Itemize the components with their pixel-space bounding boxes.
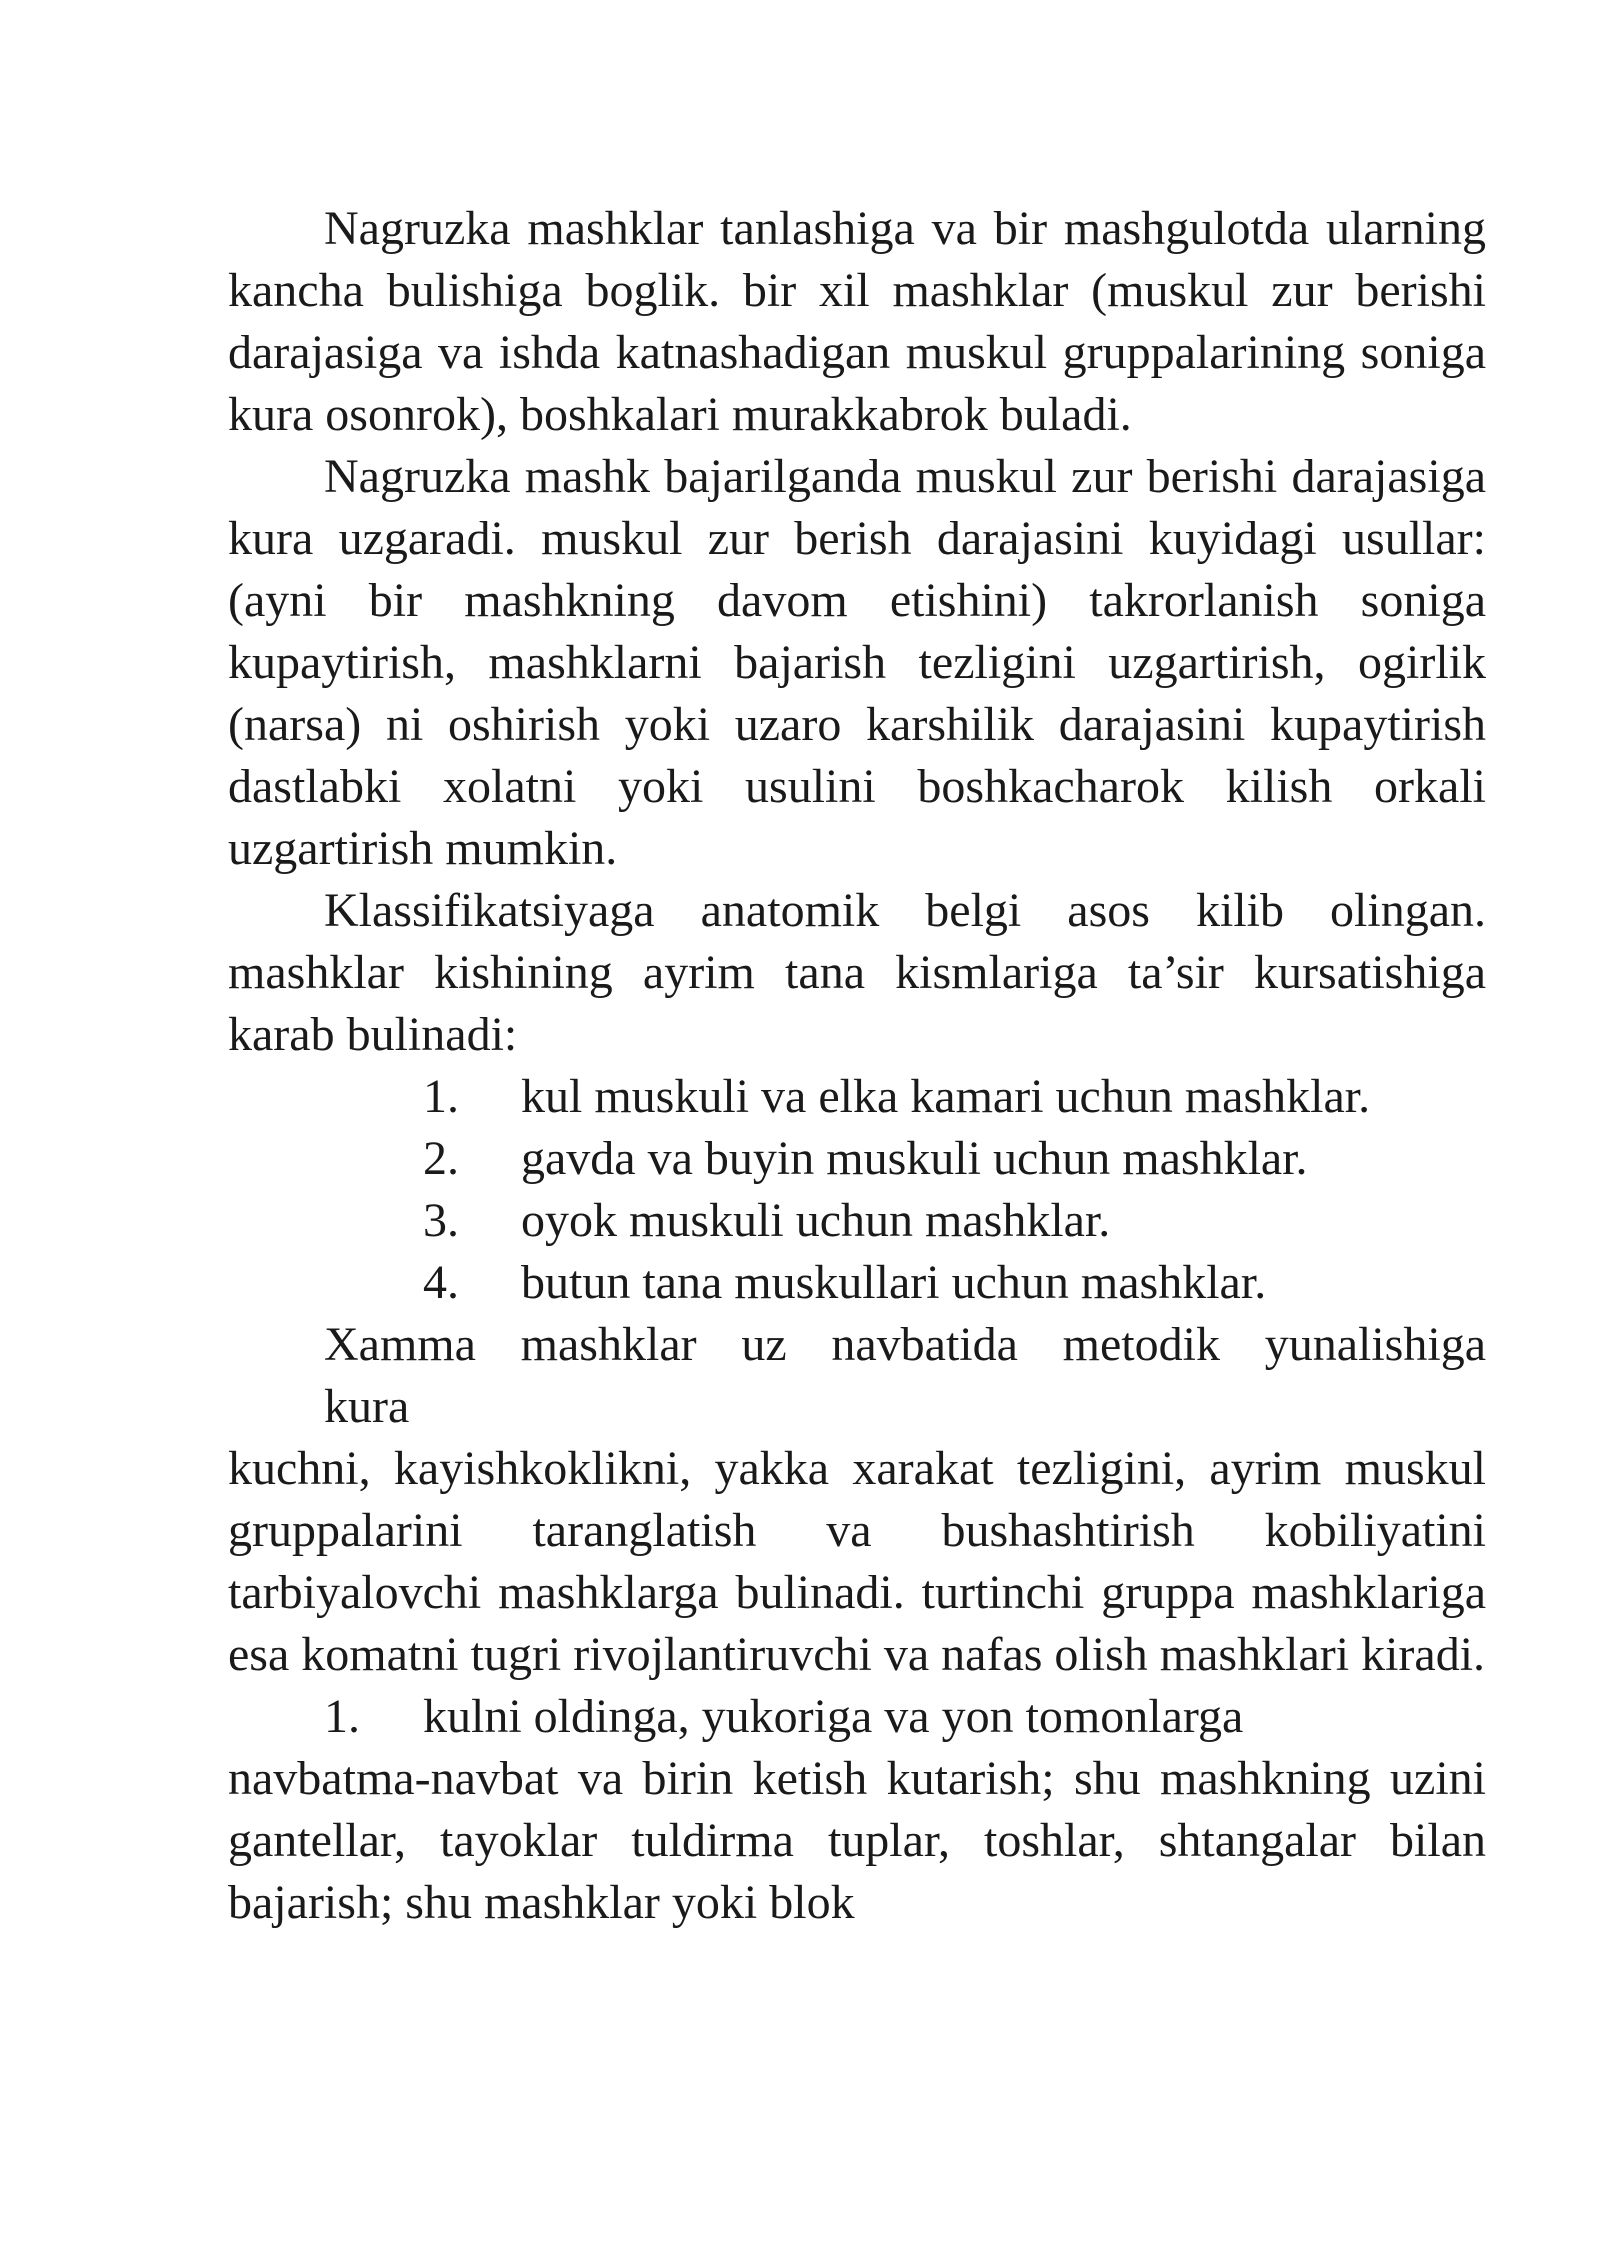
paragraph-4-line-2: kura bbox=[324, 1380, 410, 1433]
list-number: 2. bbox=[423, 1132, 459, 1185]
numbered-paragraph-1 bbox=[228, 1686, 1486, 1748]
list-number: 4. bbox=[423, 1256, 459, 1309]
list-text: oyok muskuli uchun mashklar. bbox=[521, 1194, 1111, 1247]
list-number: 3. bbox=[423, 1194, 459, 1247]
paragraph-4-line-1: Xamma mashklar uz navbatida metodik yunalishiga bbox=[324, 1318, 1486, 1371]
paragraph-number: 1. bbox=[324, 1690, 360, 1743]
list-number: 1. bbox=[423, 1070, 459, 1123]
list-text: gavda va buyin muskuli uchun mashklar. bbox=[521, 1132, 1308, 1185]
paragraph-1: Nagruzka mashklar tanlashiga va bir mashgulotda ularning kancha bulishiga boglik. bir xil mashklar (muskul zur berishi darajasiga va ishda katnashadigan muskul gruppalarining soniga kura osonrok), boshkalari murakkabrok buladi. bbox=[228, 202, 1486, 441]
list-text: kul muskuli va elka kamari uchun mashklar. bbox=[521, 1070, 1371, 1123]
list-text: butun tana muskullari uchun mashklar. bbox=[521, 1256, 1267, 1309]
numbered-paragraph-body: navbatma-navbat va birin ketish kutarish; shu mashkning uzini gantellar, tayoklar tuldirma tuplar, toshlar, shtangalar bilan bajarish; shu mashklar yoki blok bbox=[228, 1752, 1486, 1929]
document-page bbox=[228, 198, 1486, 1934]
paragraph-4-intro bbox=[228, 1314, 1486, 1438]
list-item bbox=[228, 1252, 1486, 1314]
paragraph-4-body: kuchni, kayishkoklikni, yakka xarakat tezligini, ayrim muskul gruppalarini taranglatish va bushashtirish kobiliyatini tarbiyalovchi mashklarga bulinadi. turtinchi gruppa mashklariga esa komatni tugri rivojlantiruvchi va nafas olish mashklari kiradi. bbox=[228, 1442, 1486, 1681]
list-item bbox=[228, 1128, 1486, 1190]
numbered-paragraph-first-line: kulni oldinga, yukoriga va yon tomonlarga bbox=[423, 1690, 1244, 1743]
paragraph-3: Klassifikatsiyaga anatomik belgi asos kilib olingan. mashklar kishining ayrim tana kismlariga ta’sir kursatishiga karab bulinadi: bbox=[228, 884, 1486, 1061]
list-item bbox=[228, 1066, 1486, 1128]
list-item bbox=[228, 1190, 1486, 1252]
exercise-list bbox=[228, 1066, 1486, 1314]
paragraph-2: Nagruzka mashk bajarilganda muskul zur berishi darajasiga kura uzgaradi. muskul zur berish darajasini kuyidagi usullar: (ayni bir mashkning davom etishini) takrorlanish soniga kupaytirish, mashklarni bajarish tezligini uzgartirish, ogirlik (narsa) ni oshirish yoki uzaro karshilik darajasini kupaytirish dastlabki xolatni yoki usulini boshkacharok kilish orkali uzgartirish mumkin. bbox=[228, 450, 1486, 875]
